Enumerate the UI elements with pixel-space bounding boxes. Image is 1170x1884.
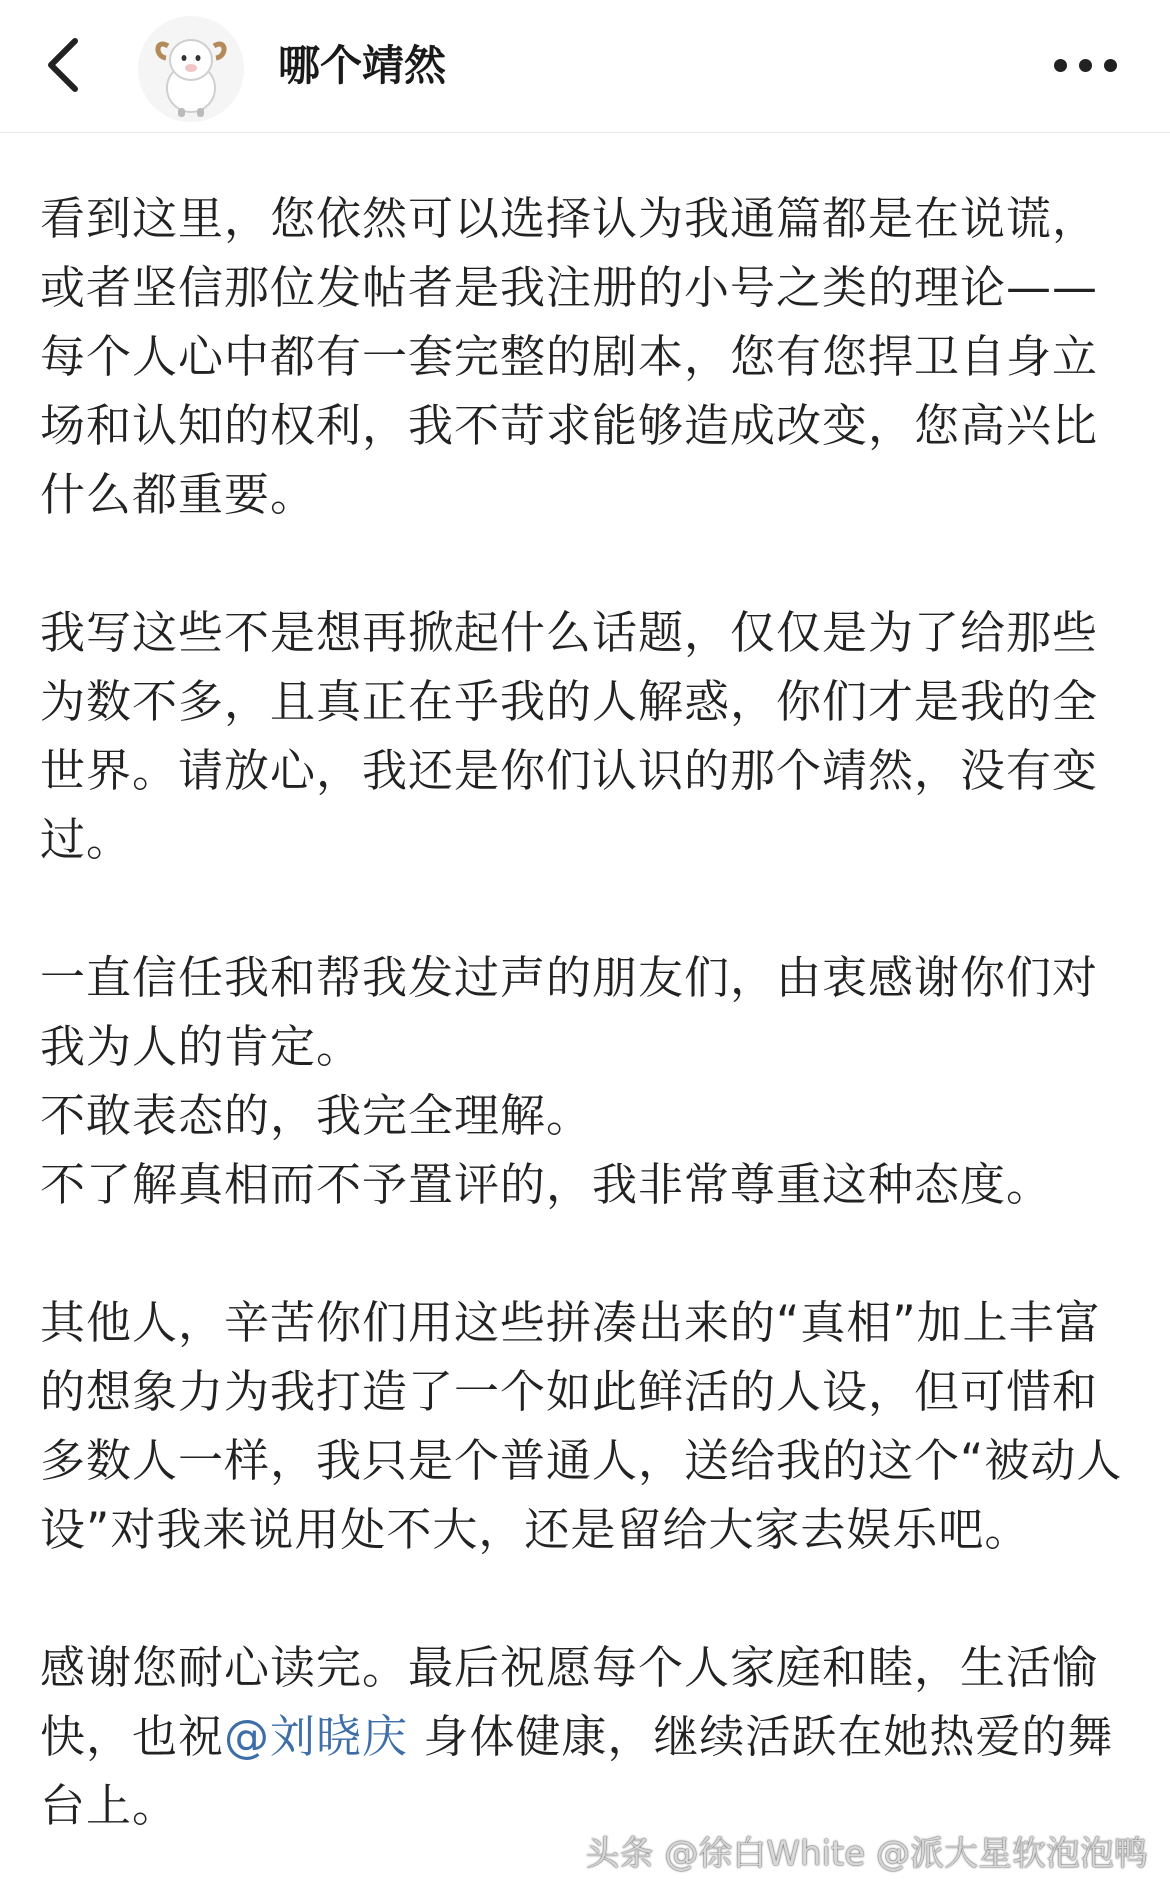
paragraph-4: 其他人，辛苦你们用这些拼凑出来的“真相”加上丰富的想象力为我打造了一个如此鲜活的人设，但可惜和多数人一样，我只是个普通人，送给我的这个“被动人设”对我来说用处不大，还是留给大家去娱乐吧。 (40, 1296, 1123, 1556)
paragraph-2: 我写这些不是想再掀起什么话题，仅仅是为了给那些为数不多，且真正在乎我的人解惑，你们才是我的全世界。请放心，我还是你们认识的那个靖然，没有变过。 (40, 606, 1099, 866)
top-nav-bar (0, 0, 1170, 133)
more-dots-icon (1104, 59, 1117, 72)
more-dots-icon (1079, 59, 1092, 72)
watermark: 头条 @徐白White @派大星软泡泡鸭 (585, 1834, 1148, 1874)
username[interactable]: 哪个靖然 (278, 41, 447, 90)
chevron-left-icon (43, 35, 83, 95)
back-button[interactable] (28, 30, 98, 100)
sheep-avatar-icon (138, 16, 244, 122)
more-dots-icon (1054, 59, 1067, 72)
paragraph-1: 看到这里，您依然可以选择认为我通篇都是在说谎，或者坚信那位发帖者是我注册的小号之类的理论——每个人心中都有一套完整的剧本，您有您捍卫自身立场和认知的权利，我不苛求能够造成改变，您高兴比什么都重要。 (40, 192, 1099, 521)
mention-link[interactable]: @刘晓庆 (224, 1710, 409, 1763)
paragraph-3-line-2: 不敢表态的，我完全理解。 (40, 1089, 593, 1142)
paragraph-5-text-before: 感谢您耐心读完。最后祝愿每个人家庭和睦，生活愉快，也祝 (40, 1641, 1099, 1763)
paragraph-5 (40, 1633, 1130, 1840)
paragraph-5-text-after: 身体健康，继续活跃在她热爱的舞台上。 (40, 1710, 1114, 1832)
avatar[interactable] (138, 16, 244, 122)
paragraph-3-line-3: 不了解真相而不予置评的，我非常尊重这种态度。 (40, 1158, 1053, 1211)
post-body (40, 184, 1130, 1840)
paragraph-3-line-1: 一直信任我和帮我发过声的朋友们，由衷感谢你们对我为人的肯定。 (40, 951, 1099, 1073)
more-options-button[interactable] (1040, 40, 1130, 90)
